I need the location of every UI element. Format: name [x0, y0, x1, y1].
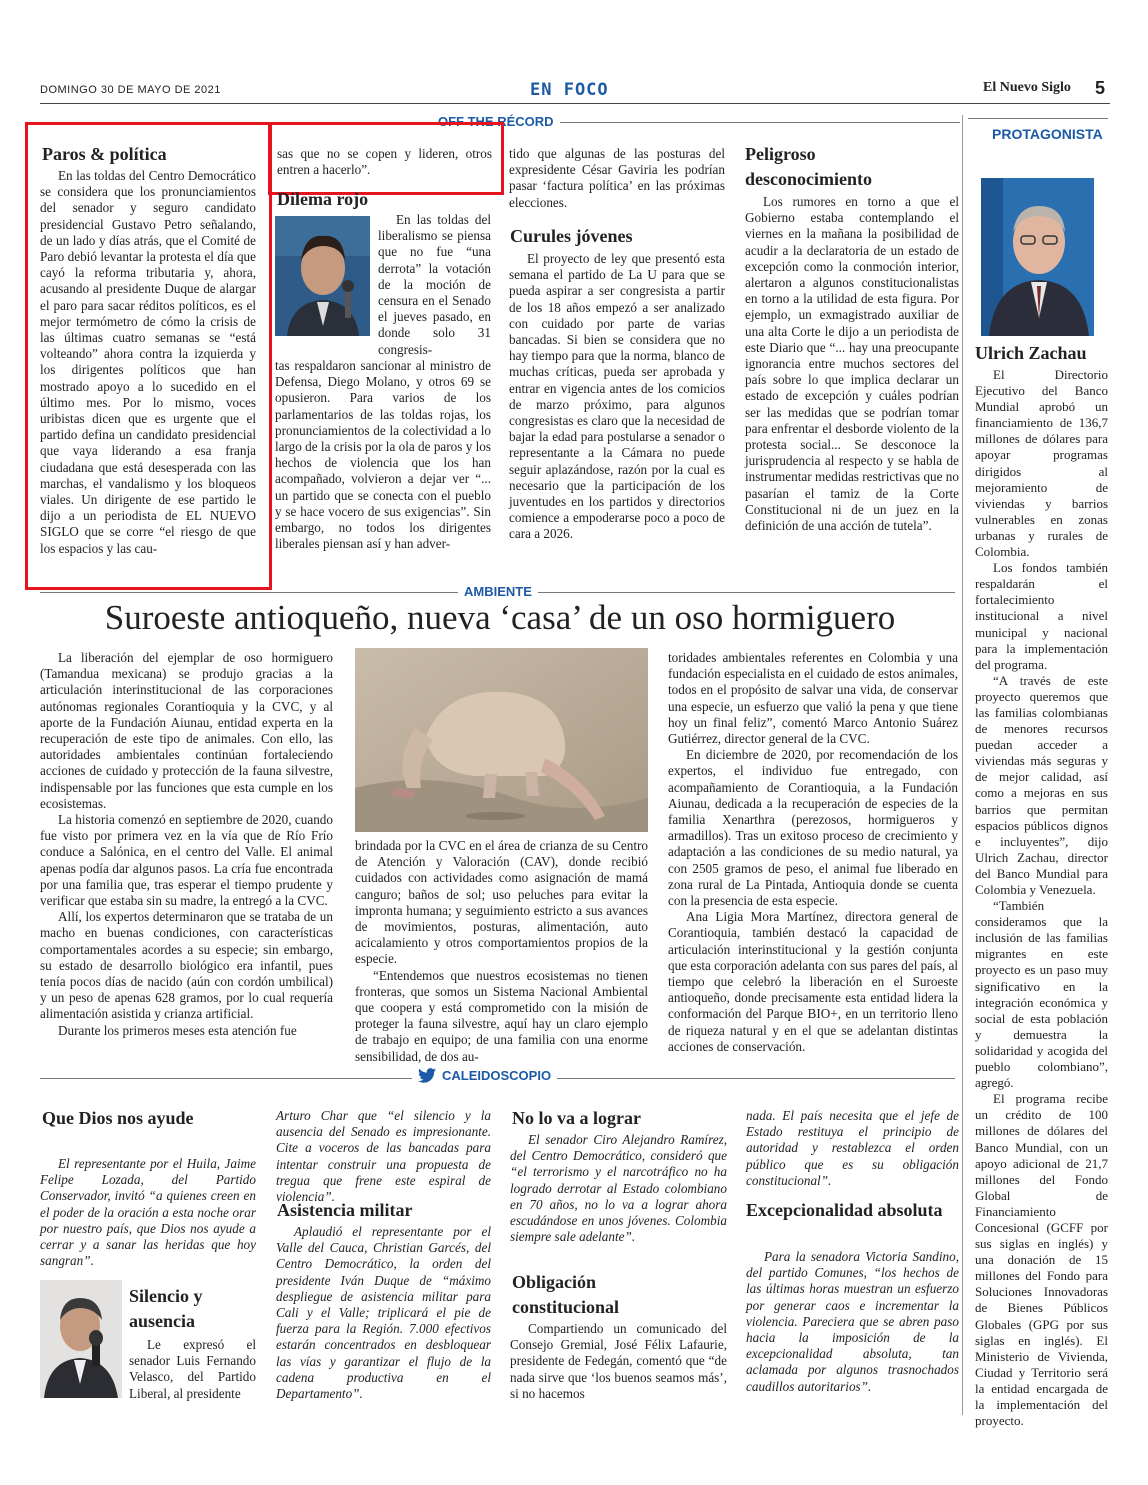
dilema-body-top	[378, 212, 491, 358]
peligroso-body	[745, 194, 959, 534]
obligacion-continuation-text: nada. El país necesita que el jefe de Estado restituya el principio de autoridad y restablezca el orden público que es su obligación constitucional”.	[746, 1108, 959, 1188]
ambiente-col1	[40, 650, 333, 1039]
protagonista-paragraph: “También consideramos que la inclusión de las familias migrantes en este proyecto es un paso muy significativo en la integración económica y social de esta población y demuestra la solidaridad y acogida del pueblo colombiano”, agregó.	[975, 898, 1108, 1091]
paros-text: En las toldas del Centro Democrático se considera que los pronunciamientos del senador y seguro candidato presidencial Gustavo Petro señalando, de un lado y días atrás, que el Comité de Paro debió levantar la protesta el día que cayó la reforma tributaria y, ahora, acusando al presidente Duque de alargar el paro para sacar réditos políticos, es el mejor termómetro de cómo la crisis de las últimas cuatro semanas se “está volteando” ahora contra la izquierda y los dirigentes políticos que han mostrado apoyo a lo sucedido en el último mes. Por lo mismo, voces uribistas dicen que es urgente que el partido defina un candidato presidencial que vaya liderando a esa franja ciudadana que está desesperada con las marchas, el vandalismo y los bloqueos viales. Un dirigente de ese partido le dijo a un periodista de EL NUEVO SIGLO que se corre “el riesgo de que los espacios y las cau-	[40, 168, 256, 556]
protagonista-divider	[962, 115, 963, 1415]
excepcionalidad-text: Para la senadora Victoria Sandino, del partido Comunes, “los hechos de las últimas horas muestran un esfuerzo por generar caos e incrementar la violencia. Pareciera que se abren paso hacia la imposición de la excepcionalidad absoluta, tan aclamada por algunos trasnochados caudillos autoritarios”.	[746, 1249, 959, 1394]
dilema-text-rest: tas respaldaron sancionar al ministro de Defensa, Diego Molano, y otros 69 se opusieron. Para varios de los parlamentarios de las toldas rojas, los pronunciamientos de la colectividad a lo largo de la crisis por la ola de paros y los hechos de violencia que los han acompañado, volvieron a dejar ver “... un partido que se conecta con el pueblo y se hace vocero de sus exigencias”. Sin embargo, no todos los dirigentes liberales piensan así y han adver-	[275, 358, 491, 552]
curules-body	[509, 251, 725, 543]
obligacion-text: Compartiendo un comunicado del Consejo Gremial, José Félix Lafaurie, presidente de Fedegán, comentó que “de nada sirve que ‘los buenos seamos más’, si no hacemos	[510, 1321, 727, 1401]
asistencia-text: Aplaudió el representante por el Valle del Cauca, Christian Garcés, del Centro Democrático, la orden del presidente Iván Duque de “máximo despliegue de asistencia militar para Cali y el Valle; triplicará el pie de fuerza para la Región. 7.000 efectivos estarán concentrados en desbloquear las vías y garantizar el flujo de la cadena productiva en el Departamento”.	[276, 1224, 491, 1402]
ambiente-paragraph: Durante los primeros meses esta atención fue	[58, 1022, 297, 1038]
protagonista-paragraph: El programa recibe un crédito de 100 millones de dólares del Banco Mundial, con un apoyo adicional de 21,7 millones del Fondo Global de Financiamiento Concesional (GCFF por sus siglas en inglés) y una donación de 15 millones del Fondo para Soluciones Innovadoras de Bienes Públicos Globales (GPG por sus siglas en inglés). El Ministerio de Vivienda, Ciudad y Territorio será la entidad encargada de la implementación del proyecto.	[975, 1091, 1108, 1429]
protagonista-paragraph: Los fondos también respaldarán el fortalecimiento institucional a nivel municipal y nacional para la implementación del programa.	[975, 560, 1108, 672]
obligacion-title: Obligación constitucional	[512, 1272, 620, 1317]
peligroso-text: Los rumores en torno a que el Gobierno estaba contemplando el viernes en la mañana la posibilidad de acudir a la declaratoria de un estado de excepción como la conmoción interior, alertaron a algunos constitucionalistas en torno a la utilidad de esta figura. Por ejemplo, un exmagistrado auxiliar de una alta Corte le dijo a un periodista de este Diario que “... hay una preocupante ignorancia entre muchos sectores del país sobre lo que implica declarar un estado de excepción y cuáles podrían ser las medidas que se podrían tomar para enfrentar el desborde violento de la protesta social... Se desconoce la jurisprudencia al respecto y se habla de instrumentar medidas restrictivas que no pasarían el tamiz de la Corte Constitucional ni de un juez en la definición de una acción de tutela”.	[745, 194, 959, 534]
dilema-title: Dilema rojo	[277, 189, 369, 209]
ambiente-paragraph: En diciembre de 2020, por recomendación de los expertos, el individuo fue entregado, con acompañamiento de Corantioquia, a la Fundación Aiunau, dedicada a la recuperación de especies de la familia Xenarthra (perezosos, hormigueros y armadillos). Tras un exitoso proceso de crecimiento y adaptación a las condiciones de su medio natural, ya con 2505 gramos de peso, el animal fue liberado en zona rural de La Pintada, Antioquia donde se cuenta con la presencia de esta especie.	[668, 747, 958, 909]
protagonista-paragraph: El Directorio Ejecutivo del Banco Mundial aprobó un financiamiento de 136,7 millones de dólares para apoyar programas dirigidos al mejoramiento de viviendas y barrios vulnerables en zonas urbanas y rurales de Colombia.	[975, 367, 1108, 560]
silencio-continuation-text: Arturo Char que “el silencio y la ausencia del Senado es impresionante. Cite a voceros de las bancadas para intentar construir una propuesta de tregua que frene este espiral de violencia”.	[276, 1108, 491, 1205]
off-record-kicker: OFF THE RÉCORD	[432, 114, 560, 129]
ambiente-paragraph: toridades ambientales referentes en Colombia y una fundación especialista en el cuidado de estos animales, todos en el propósito de salvar una vida, de conservar una especie, un esfuerzo que valió la pena y que tiene hoy un final feliz”, comentó Marco Antonio Suárez Gutiérrez, director general de la CVC.	[668, 650, 958, 747]
dilema-body-rest	[275, 358, 491, 552]
no-lo-va-text: El senador Ciro Alejandro Ramírez, del Centro Democrático, consideró que “el terrorismo y el narcotráfico no ha logrado derrotar al Estado colombiano en 70 años, no lo va a lograr ahora escudándose en unos jóvenes. Colombia siempre sale adelante”.	[510, 1132, 727, 1245]
ambiente-paragraph: Ana Ligia Mora Martínez, directora general de Corantioquia, también destacó la capacidad de articulación interinstitucional y la gestión conjunta que esta corporación adelanta con sus pares del país, al tiempo que celebró la liberación en el Suroeste antioqueño, donde precisamente esta entidad lidera la conformación del Parque BIO+, en un territorio lleno de riqueza natural y en el que se adelantan distintas acciones de conservación.	[668, 909, 959, 1054]
ambiente-kicker: AMBIENTE	[458, 584, 538, 599]
ambiente-col3	[668, 650, 958, 1055]
protagonista-paragraph: “A través de este proyecto queremos que las familias colombianas de menores recursos puedan acceder a viviendas más seguras y de mejor calidad, así como a mejoras en sus barrios que permitan espacios públicos dignos e incluyentes”, dijo Ulrich Zachau, director del Banco Mundial para Colombia y Venezuela.	[975, 672, 1108, 897]
protagonista-name: Ulrich Zachau	[975, 343, 1087, 363]
dilema-text-top: En las toldas del liberalismo se piensa que no fue “una derrota” la votación de la moción de censura en el Senado el jueves pasado, en donde solo 31 congresis-	[378, 212, 491, 357]
protagonista-rule	[968, 118, 1108, 119]
silencio-continuation	[276, 1108, 491, 1205]
que-dios-title: Que Dios nos ayude	[42, 1108, 194, 1128]
caleidoscopio-kicker	[412, 1068, 557, 1083]
highlight-box-paros	[25, 122, 272, 590]
ambiente-col2	[355, 838, 648, 1065]
newspaper-name: El Nuevo Siglo	[983, 80, 1071, 95]
no-lo-va-body	[510, 1132, 727, 1245]
paros-continuation-text: sas que no se copen y lideren, otros entren a hacerlo”.	[277, 146, 492, 178]
protagonista-body	[975, 367, 1108, 1429]
asistencia-title: Asistencia militar	[277, 1200, 413, 1220]
que-dios-text: El representante por el Huila, Jaime Felipe Lozada, del Partido Conservador, invitó “a quienes creen en el poder de la oración a esta noche orar por nuestro país, que Dios nos ayude a cerrar y a sanar las heridas que hoy sangran”.	[40, 1156, 256, 1269]
ambiente-headline: Suroeste antioqueño, nueva ‘casa’ de un oso hormiguero	[104, 598, 896, 637]
dilema-continuation-text: tido que algunas de las posturas del expresidente César Gaviria les podrían pasar ‘factura política’ en las próximas elecciones.	[509, 146, 725, 210]
dilema-continuation	[509, 146, 725, 211]
excepcionalidad-title: Excepcionalidad absoluta	[746, 1200, 943, 1220]
ambiente-paragraph: “Entendemos que nuestros ecosistemas no tienen fronteras, que somos un Sistema Nacional Ambiental que coopera y está comprometido con la misión de proteger la fauna silvestre, aquí hay un claro ejemplo de trabajo en equipo; de una familia con una enorme sensibilidad, de dos au-	[355, 967, 648, 1064]
caleidoscopio-label: CALEIDOSCOPIO	[442, 1068, 552, 1083]
ambiente-paragraph: La liberación del ejemplar de oso hormiguero (Tamandua mexicana) se produjo gracias a la articulación interinstitucional de las corporaciones autónomas regionales Corantioquia y la CVC, y al aporte de la Fundación Aiunau, entidad experta en la recuperación de este tipo de animales. Con ello, las autoridades ambientales continúan fortaleciendo acciones de cuidado y protección de la fauna silvestre, indispensable por las funciones que esta cumple en los ecosistemas.	[40, 650, 333, 811]
excepcionalidad-body	[746, 1249, 959, 1395]
peligroso-title: Peligroso desconocimiento	[745, 144, 872, 189]
no-lo-va-title: No lo va a lograr	[512, 1108, 641, 1128]
curules-text: El proyecto de ley que presentó esta semana el partido de La U para que se pueda aspirar a ser congresista a partir de los 18 años empezó a ser analizado con cuidado por parte de varias bancadas. Si bien se considera que no hay tiempo para que la norma, blanco de muchas críticas, pueda ser aprobada y entrar en vigencia antes de los comicios de marzo próximo, para algunos congresistas es claro que la necesidad de bajar la edad para postularse a senador o representante a la Cámara no puede seguir aplazándose, razón por la cual es necesario que la participación de los juventudes en los partidos y directorios comience a empoderarse poco a poco de cara a 2026.	[509, 251, 725, 542]
asistencia-body	[276, 1224, 491, 1402]
page-number: 5	[1095, 78, 1106, 98]
diego-molano-photo	[275, 216, 370, 336]
silencio-title: Silencio y ausencia	[129, 1286, 203, 1331]
curules-title: Curules jóvenes	[510, 226, 633, 246]
anteater-photo	[355, 648, 648, 832]
obligacion-continuation	[746, 1108, 959, 1189]
page-date: DOMINGO 30 DE MAYO DE 2021	[40, 84, 221, 96]
ambiente-paragraph: Allí, los expertos determinaron que se trataba de un macho en buenas condiciones, con características comportamentales acordes a su especie; sin embargo, su estado de desarrollo biológico era infantil, pues tenía pocos días de nacido (aún con cordón umbilical) y un peso de apenas 628 gramos, por lo cual requería alimentación asistida y crianza artificial.	[40, 909, 333, 1022]
paros-title: Paros & política	[42, 144, 167, 164]
ambiente-paragraph: brindada por la CVC en el área de crianza de su Centro de Atención y Valoración (CAV), donde recibió cuidados con actividades como asignación de mamá canguro; baños de sol; uso peluches para evitar la impronta humana; y seguimiento estricto a sus avances de movimientos, posturas, alimentación, auto acicalamiento y otros comportamientos propios de la especie.	[355, 838, 648, 967]
que-dios-body	[40, 1156, 256, 1269]
highlight-box-continuation	[268, 122, 504, 195]
obligacion-body	[510, 1321, 727, 1402]
header-rule	[40, 103, 1110, 104]
ambiente-paragraph: La historia comenzó en septiembre de 2020, cuando fue visto por primera vez en la vía que de Río Frío conduce a Salónica, en el centro del Valle. El animal apenas podía dar algunos pasos. La cría fue encontrada por una familia que, tras esperar el tiempo prudente y verificar que estaba sin su madre, la entregó a la CVC.	[40, 812, 333, 909]
silencio-text: Le expresó el senador Luis Fernando Velasco, del Partido Liberal, al presidente	[129, 1337, 256, 1401]
silencio-body	[129, 1337, 256, 1402]
protagonista-kicker: PROTAGONISTA	[986, 126, 1109, 142]
ulrich-zachau-photo	[981, 178, 1094, 336]
luis-velasco-photo	[40, 1280, 122, 1398]
twitter-bird-icon	[418, 1068, 436, 1083]
section-title: EN FOCO	[530, 80, 609, 100]
